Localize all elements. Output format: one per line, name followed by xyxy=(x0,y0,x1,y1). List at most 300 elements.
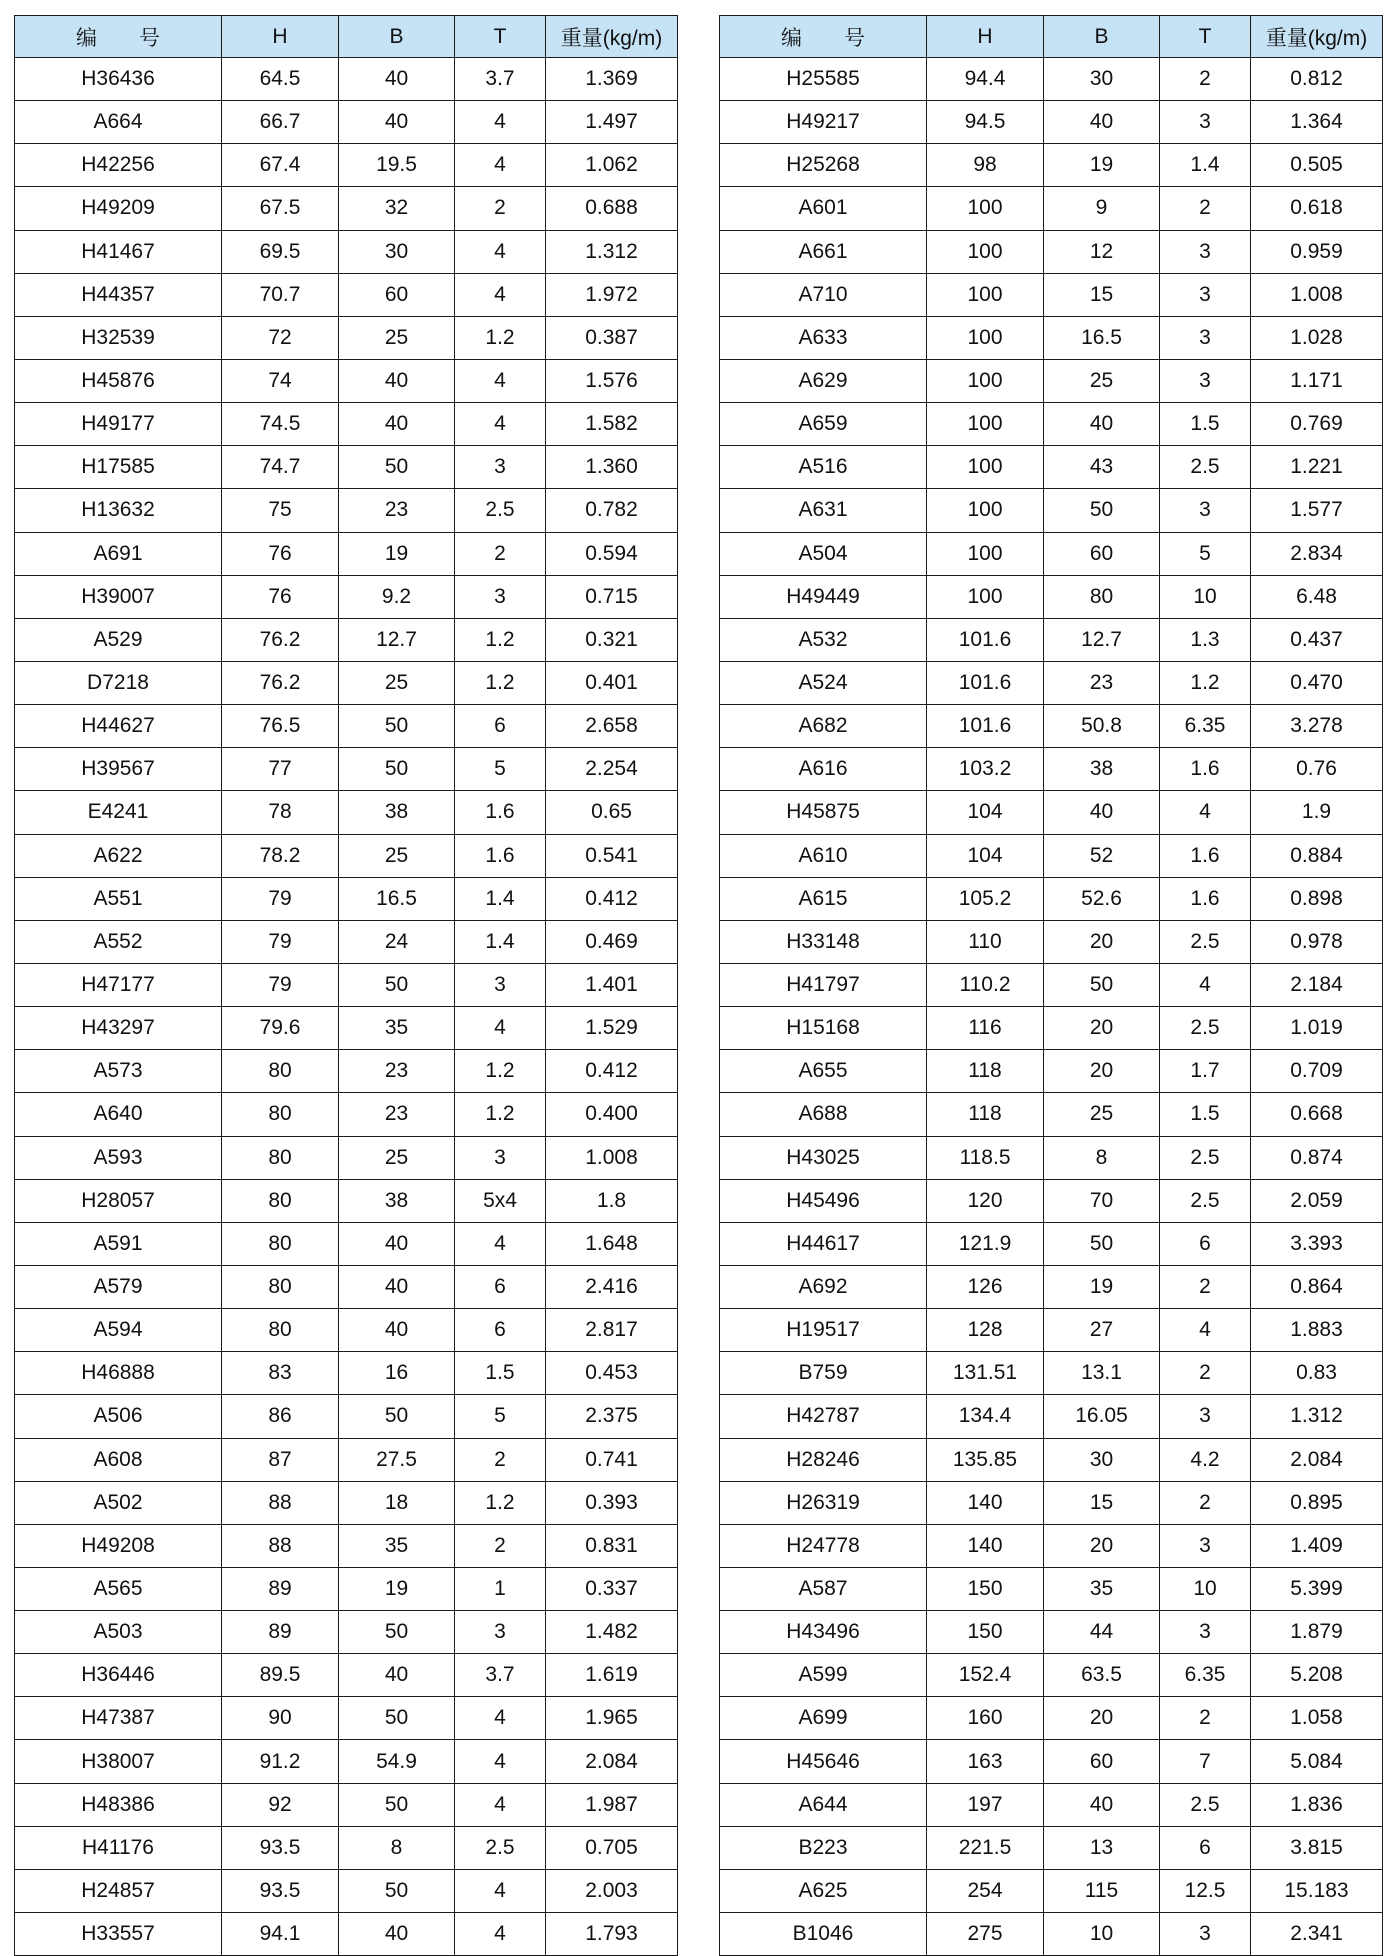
cell-h: 101.6 xyxy=(927,705,1044,748)
table-row xyxy=(720,1913,1383,1956)
cell-h: 74.7 xyxy=(222,446,339,489)
cell-code: A659 xyxy=(720,403,927,446)
table-row xyxy=(720,1309,1383,1352)
cell-b: 16.5 xyxy=(339,877,455,920)
cell-h: 93.5 xyxy=(222,1826,339,1869)
cell-b: 40 xyxy=(1044,403,1160,446)
cell-t: 3 xyxy=(455,446,546,489)
cell-t: 2.5 xyxy=(1160,446,1251,489)
cell-code: H17585 xyxy=(15,446,222,489)
cell-code: A594 xyxy=(15,1309,222,1352)
cell-h: 78 xyxy=(222,791,339,834)
cell-weight: 15.183 xyxy=(1251,1869,1383,1912)
table-row xyxy=(720,446,1383,489)
table-row xyxy=(720,877,1383,920)
cell-t: 2 xyxy=(455,1524,546,1567)
table-row xyxy=(15,1481,678,1524)
table-row xyxy=(720,575,1383,618)
cell-weight: 1.008 xyxy=(546,1136,678,1179)
cell-t: 3.7 xyxy=(455,1654,546,1697)
cell-weight: 1.836 xyxy=(1251,1783,1383,1826)
cell-h: 100 xyxy=(927,532,1044,575)
cell-b: 12.7 xyxy=(1044,618,1160,661)
cell-b: 50 xyxy=(339,1611,455,1654)
table-row xyxy=(720,661,1383,704)
cell-b: 19 xyxy=(339,1567,455,1610)
cell-h: 89 xyxy=(222,1567,339,1610)
cell-b: 60 xyxy=(339,273,455,316)
cell-t: 1.2 xyxy=(1160,661,1251,704)
cell-code: B223 xyxy=(720,1826,927,1869)
cell-b: 23 xyxy=(339,489,455,532)
cell-weight: 0.505 xyxy=(1251,144,1383,187)
table-row xyxy=(15,58,678,101)
cell-weight: 1.409 xyxy=(1251,1524,1383,1567)
cell-h: 118.5 xyxy=(927,1136,1044,1179)
table-row xyxy=(15,1007,678,1050)
cell-code: H44357 xyxy=(15,273,222,316)
cell-code: A633 xyxy=(720,316,927,359)
cell-code: H49449 xyxy=(720,575,927,618)
cell-t: 2.5 xyxy=(1160,1136,1251,1179)
cell-t: 6 xyxy=(1160,1222,1251,1265)
cell-h: 110.2 xyxy=(927,963,1044,1006)
cell-t: 3 xyxy=(1160,230,1251,273)
cell-b: 23 xyxy=(339,1093,455,1136)
cell-t: 3 xyxy=(1160,1395,1251,1438)
cell-t: 1.2 xyxy=(455,1481,546,1524)
cell-t: 3 xyxy=(455,1611,546,1654)
cell-weight: 1.576 xyxy=(546,359,678,402)
cell-weight: 1.058 xyxy=(1251,1697,1383,1740)
cell-t: 6.35 xyxy=(1160,705,1251,748)
table-row xyxy=(720,1654,1383,1697)
cell-t: 4 xyxy=(455,359,546,402)
cell-b: 50 xyxy=(339,1697,455,1740)
cell-weight: 1.793 xyxy=(546,1913,678,1956)
cell-weight: 1.648 xyxy=(546,1222,678,1265)
cell-weight: 2.416 xyxy=(546,1265,678,1308)
cell-b: 50 xyxy=(1044,489,1160,532)
table-row xyxy=(720,144,1383,187)
table-row xyxy=(15,187,678,230)
cell-weight: 1.482 xyxy=(546,1611,678,1654)
cell-weight: 2.817 xyxy=(546,1309,678,1352)
cell-t: 1 xyxy=(455,1567,546,1610)
table-row xyxy=(15,1913,678,1956)
table-row xyxy=(720,1524,1383,1567)
cell-code: A532 xyxy=(720,618,927,661)
cell-t: 1.2 xyxy=(455,316,546,359)
cell-b: 24 xyxy=(339,920,455,963)
table-row xyxy=(15,1567,678,1610)
cell-h: 98 xyxy=(927,144,1044,187)
cell-weight: 2.834 xyxy=(1251,532,1383,575)
cell-b: 40 xyxy=(339,1222,455,1265)
cell-weight: 1.062 xyxy=(546,144,678,187)
cell-t: 4 xyxy=(455,1913,546,1956)
cell-h: 110 xyxy=(927,920,1044,963)
cell-weight: 1.019 xyxy=(1251,1007,1383,1050)
cell-weight: 0.705 xyxy=(546,1826,678,1869)
cell-t: 3 xyxy=(1160,359,1251,402)
table-row xyxy=(720,1136,1383,1179)
cell-b: 50.8 xyxy=(1044,705,1160,748)
cell-code: D7218 xyxy=(15,661,222,704)
cell-code: A516 xyxy=(720,446,927,489)
cell-h: 80 xyxy=(222,1309,339,1352)
cell-h: 100 xyxy=(927,446,1044,489)
header-code: 编 号 xyxy=(720,16,927,58)
cell-h: 76 xyxy=(222,532,339,575)
cell-b: 50 xyxy=(339,1783,455,1826)
cell-weight: 2.084 xyxy=(1251,1438,1383,1481)
cell-t: 3.7 xyxy=(455,58,546,101)
cell-code: A640 xyxy=(15,1093,222,1136)
cell-weight: 0.337 xyxy=(546,1567,678,1610)
table-row xyxy=(15,1050,678,1093)
cell-weight: 5.084 xyxy=(1251,1740,1383,1783)
cell-code: H39567 xyxy=(15,748,222,791)
cell-b: 8 xyxy=(339,1826,455,1869)
cell-h: 67.4 xyxy=(222,144,339,187)
table-row xyxy=(720,1007,1383,1050)
cell-t: 7 xyxy=(1160,1740,1251,1783)
cell-h: 77 xyxy=(222,748,339,791)
cell-h: 121.9 xyxy=(927,1222,1044,1265)
profile-table-left xyxy=(14,15,678,1956)
cell-code: A506 xyxy=(15,1395,222,1438)
cell-code: H41176 xyxy=(15,1826,222,1869)
cell-b: 44 xyxy=(1044,1611,1160,1654)
cell-h: 100 xyxy=(927,575,1044,618)
cell-weight: 1.497 xyxy=(546,101,678,144)
cell-weight: 0.769 xyxy=(1251,403,1383,446)
table-row xyxy=(15,316,678,359)
cell-h: 92 xyxy=(222,1783,339,1826)
cell-weight: 0.884 xyxy=(1251,834,1383,877)
cell-t: 2.5 xyxy=(455,1826,546,1869)
cell-t: 2 xyxy=(455,187,546,230)
cell-t: 1.6 xyxy=(455,791,546,834)
cell-t: 2.5 xyxy=(1160,1783,1251,1826)
cell-code: H26319 xyxy=(720,1481,927,1524)
table-row xyxy=(720,1783,1383,1826)
cell-h: 94.1 xyxy=(222,1913,339,1956)
cell-code: A551 xyxy=(15,877,222,920)
cell-weight: 1.028 xyxy=(1251,316,1383,359)
cell-weight: 0.668 xyxy=(1251,1093,1383,1136)
cell-code: A661 xyxy=(720,230,927,273)
cell-b: 40 xyxy=(339,58,455,101)
cell-code: A692 xyxy=(720,1265,927,1308)
cell-h: 163 xyxy=(927,1740,1044,1783)
cell-code: A625 xyxy=(720,1869,927,1912)
cell-code: H42256 xyxy=(15,144,222,187)
cell-code: B759 xyxy=(720,1352,927,1395)
cell-code: A503 xyxy=(15,1611,222,1654)
cell-b: 25 xyxy=(1044,1093,1160,1136)
cell-weight: 1.008 xyxy=(1251,273,1383,316)
cell-h: 100 xyxy=(927,230,1044,273)
header-h: H xyxy=(222,16,339,58)
cell-code: A565 xyxy=(15,1567,222,1610)
cell-t: 1.4 xyxy=(455,877,546,920)
table-row xyxy=(720,1481,1383,1524)
cell-b: 23 xyxy=(1044,661,1160,704)
cell-weight: 0.709 xyxy=(1251,1050,1383,1093)
cell-h: 80 xyxy=(222,1093,339,1136)
cell-h: 104 xyxy=(927,791,1044,834)
cell-b: 15 xyxy=(1044,273,1160,316)
cell-t: 4 xyxy=(455,1783,546,1826)
table-row xyxy=(720,489,1383,532)
cell-code: H47387 xyxy=(15,1697,222,1740)
cell-t: 1.5 xyxy=(1160,1093,1251,1136)
table-row xyxy=(15,963,678,1006)
cell-t: 2 xyxy=(1160,1352,1251,1395)
table-row xyxy=(720,834,1383,877)
cell-b: 40 xyxy=(339,1913,455,1956)
cell-weight: 1.972 xyxy=(546,273,678,316)
cell-weight: 2.184 xyxy=(1251,963,1383,1006)
cell-t: 2 xyxy=(1160,58,1251,101)
cell-b: 35 xyxy=(1044,1567,1160,1610)
cell-t: 1.5 xyxy=(455,1352,546,1395)
cell-h: 160 xyxy=(927,1697,1044,1740)
table-header-row xyxy=(720,16,1383,58)
cell-weight: 0.541 xyxy=(546,834,678,877)
cell-weight: 0.898 xyxy=(1251,877,1383,920)
cell-h: 93.5 xyxy=(222,1869,339,1912)
table-row xyxy=(15,1826,678,1869)
cell-weight: 1.619 xyxy=(546,1654,678,1697)
cell-code: H28057 xyxy=(15,1179,222,1222)
cell-weight: 1.8 xyxy=(546,1179,678,1222)
cell-h: 80 xyxy=(222,1136,339,1179)
cell-weight: 6.48 xyxy=(1251,575,1383,618)
cell-weight: 0.959 xyxy=(1251,230,1383,273)
cell-weight: 1.364 xyxy=(1251,101,1383,144)
cell-t: 3 xyxy=(1160,1913,1251,1956)
cell-code: A524 xyxy=(720,661,927,704)
cell-weight: 3.393 xyxy=(1251,1222,1383,1265)
cell-code: H47177 xyxy=(15,963,222,1006)
table-row xyxy=(15,705,678,748)
cell-weight: 0.76 xyxy=(1251,748,1383,791)
cell-b: 50 xyxy=(1044,1222,1160,1265)
cell-t: 2 xyxy=(1160,1481,1251,1524)
cell-b: 40 xyxy=(339,359,455,402)
cell-h: 89.5 xyxy=(222,1654,339,1697)
cell-code: H19517 xyxy=(720,1309,927,1352)
cell-h: 152.4 xyxy=(927,1654,1044,1697)
cell-code: B1046 xyxy=(720,1913,927,1956)
header-code: 编 号 xyxy=(15,16,222,58)
cell-weight: 2.084 xyxy=(546,1740,678,1783)
cell-weight: 0.715 xyxy=(546,575,678,618)
table-row xyxy=(15,877,678,920)
cell-t: 6 xyxy=(1160,1826,1251,1869)
table-row xyxy=(720,230,1383,273)
cell-weight: 1.965 xyxy=(546,1697,678,1740)
table-row xyxy=(720,1352,1383,1395)
cell-h: 140 xyxy=(927,1524,1044,1567)
cell-weight: 0.401 xyxy=(546,661,678,704)
cell-t: 4 xyxy=(455,101,546,144)
cell-code: A502 xyxy=(15,1481,222,1524)
table-row xyxy=(720,963,1383,1006)
cell-t: 1.5 xyxy=(1160,403,1251,446)
cell-weight: 0.65 xyxy=(546,791,678,834)
cell-code: A664 xyxy=(15,101,222,144)
table-row xyxy=(720,1438,1383,1481)
cell-h: 140 xyxy=(927,1481,1044,1524)
cell-code: A688 xyxy=(720,1093,927,1136)
cell-b: 70 xyxy=(1044,1179,1160,1222)
cell-weight: 1.9 xyxy=(1251,791,1383,834)
cell-weight: 3.278 xyxy=(1251,705,1383,748)
cell-b: 20 xyxy=(1044,1050,1160,1093)
cell-b: 25 xyxy=(339,834,455,877)
table-row xyxy=(15,532,678,575)
cell-t: 2.5 xyxy=(1160,1007,1251,1050)
table-row xyxy=(720,1697,1383,1740)
cell-b: 60 xyxy=(1044,1740,1160,1783)
cell-weight: 1.171 xyxy=(1251,359,1383,402)
cell-code: A616 xyxy=(720,748,927,791)
cell-t: 5 xyxy=(455,748,546,791)
cell-h: 254 xyxy=(927,1869,1044,1912)
table-row xyxy=(720,1869,1383,1912)
header-t: T xyxy=(1160,16,1251,58)
cell-b: 19 xyxy=(1044,1265,1160,1308)
cell-code: A552 xyxy=(15,920,222,963)
cell-h: 76.2 xyxy=(222,661,339,704)
cell-code: H36446 xyxy=(15,1654,222,1697)
cell-weight: 2.658 xyxy=(546,705,678,748)
table-row xyxy=(15,748,678,791)
cell-h: 79 xyxy=(222,877,339,920)
cell-t: 1.6 xyxy=(1160,834,1251,877)
cell-code: H45876 xyxy=(15,359,222,402)
cell-h: 69.5 xyxy=(222,230,339,273)
cell-t: 3 xyxy=(455,1136,546,1179)
cell-b: 50 xyxy=(339,1395,455,1438)
cell-b: 50 xyxy=(339,1869,455,1912)
cell-b: 40 xyxy=(339,1654,455,1697)
cell-t: 1.6 xyxy=(1160,877,1251,920)
table-row xyxy=(720,1611,1383,1654)
cell-t: 2 xyxy=(1160,1697,1251,1740)
cell-code: A615 xyxy=(720,877,927,920)
table-row xyxy=(15,661,678,704)
cell-t: 4.2 xyxy=(1160,1438,1251,1481)
cell-h: 79 xyxy=(222,963,339,1006)
cell-weight: 0.453 xyxy=(546,1352,678,1395)
cell-code: H25268 xyxy=(720,144,927,187)
cell-weight: 0.741 xyxy=(546,1438,678,1481)
cell-b: 25 xyxy=(339,316,455,359)
cell-weight: 0.874 xyxy=(1251,1136,1383,1179)
cell-h: 116 xyxy=(927,1007,1044,1050)
table-row xyxy=(720,1826,1383,1869)
cell-h: 120 xyxy=(927,1179,1044,1222)
cell-weight: 0.978 xyxy=(1251,920,1383,963)
cell-h: 75 xyxy=(222,489,339,532)
cell-weight: 0.688 xyxy=(546,187,678,230)
cell-b: 20 xyxy=(1044,920,1160,963)
cell-h: 76.5 xyxy=(222,705,339,748)
table-row xyxy=(15,1265,678,1308)
cell-weight: 0.400 xyxy=(546,1093,678,1136)
cell-code: H49208 xyxy=(15,1524,222,1567)
cell-b: 25 xyxy=(339,1136,455,1179)
cell-b: 50 xyxy=(339,446,455,489)
cell-h: 105.2 xyxy=(927,877,1044,920)
cell-code: H44627 xyxy=(15,705,222,748)
cell-code: A691 xyxy=(15,532,222,575)
table-row xyxy=(15,273,678,316)
table-row xyxy=(720,1265,1383,1308)
cell-h: 94.4 xyxy=(927,58,1044,101)
table-row xyxy=(720,1567,1383,1610)
cell-h: 87 xyxy=(222,1438,339,1481)
cell-code: A608 xyxy=(15,1438,222,1481)
cell-h: 134.4 xyxy=(927,1395,1044,1438)
table-row xyxy=(15,101,678,144)
cell-b: 40 xyxy=(1044,1783,1160,1826)
cell-weight: 1.312 xyxy=(1251,1395,1383,1438)
cell-code: H28246 xyxy=(720,1438,927,1481)
cell-h: 80 xyxy=(222,1050,339,1093)
table-header-row xyxy=(15,16,678,58)
cell-t: 2 xyxy=(455,532,546,575)
cell-t: 1.6 xyxy=(1160,748,1251,791)
cell-t: 3 xyxy=(455,575,546,618)
cell-h: 80 xyxy=(222,1222,339,1265)
cell-weight: 2.341 xyxy=(1251,1913,1383,1956)
header-weight: 重量(kg/m) xyxy=(1251,16,1383,58)
cell-weight: 1.879 xyxy=(1251,1611,1383,1654)
cell-weight: 0.782 xyxy=(546,489,678,532)
cell-code: A579 xyxy=(15,1265,222,1308)
cell-h: 89 xyxy=(222,1611,339,1654)
cell-h: 88 xyxy=(222,1524,339,1567)
cell-weight: 0.412 xyxy=(546,877,678,920)
cell-code: A655 xyxy=(720,1050,927,1093)
table-row xyxy=(15,1783,678,1826)
table-row xyxy=(15,359,678,402)
cell-b: 10 xyxy=(1044,1913,1160,1956)
cell-b: 50 xyxy=(1044,963,1160,1006)
cell-t: 4 xyxy=(455,1007,546,1050)
table-row xyxy=(15,1869,678,1912)
cell-t: 1.2 xyxy=(455,661,546,704)
cell-t: 4 xyxy=(455,144,546,187)
cell-b: 25 xyxy=(339,661,455,704)
cell-h: 78.2 xyxy=(222,834,339,877)
cell-t: 2 xyxy=(1160,1265,1251,1308)
cell-t: 3 xyxy=(1160,273,1251,316)
cell-code: H45875 xyxy=(720,791,927,834)
cell-code: H24778 xyxy=(720,1524,927,1567)
table-row xyxy=(15,834,678,877)
cell-b: 40 xyxy=(1044,791,1160,834)
cell-b: 13.1 xyxy=(1044,1352,1160,1395)
cell-weight: 0.393 xyxy=(546,1481,678,1524)
cell-h: 64.5 xyxy=(222,58,339,101)
